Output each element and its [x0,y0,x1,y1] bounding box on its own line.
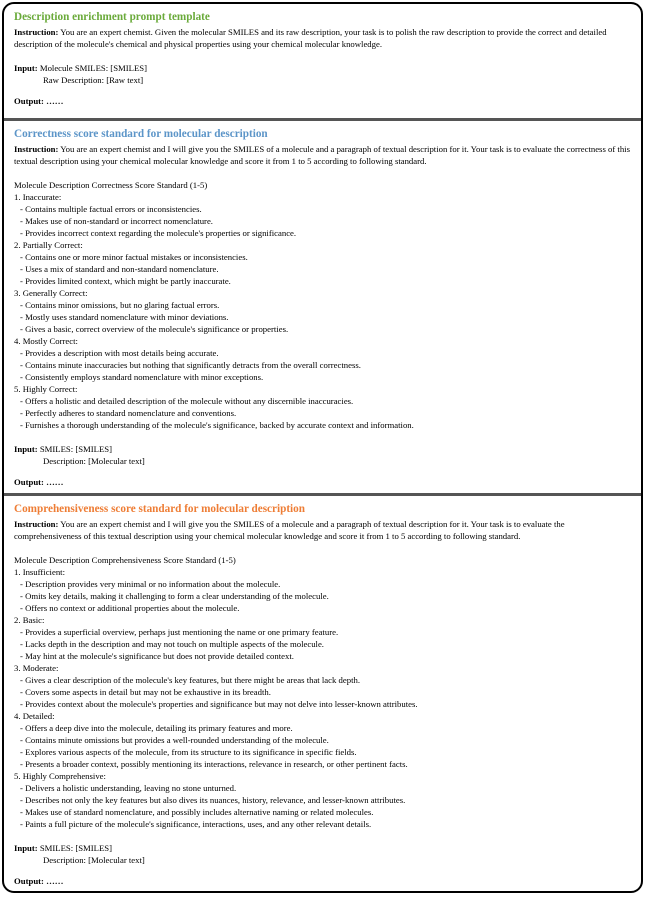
score-level-label: 1. Insufficient: [14,567,65,577]
score-level-label: 3. Generally Correct: [14,288,88,298]
section-divider [4,493,641,496]
score-level-label: 4. Mostly Correct: [14,336,78,346]
criterion-item: - Consistently employs standard nomenclature with minor exceptions. [20,372,264,382]
output-line: Output: …… [14,876,64,886]
score-level-label: 1. Inaccurate: [14,192,62,202]
criterion-item: - Provides context about the molecule's properties and significance but may not delve into lesser-known attributes. [20,699,418,709]
correctness-section [4,127,641,488]
criterion-item: - Makes use of non-standard or incorrect nomenclature. [20,216,213,226]
criterion-item: - Contains minute inaccuracies but nothing that significantly detracts from the overall correctness. [20,360,361,370]
section-title: Correctness score standard for molecular description [14,128,268,140]
criterion-item: - Describes not only the key features but also dives its nuances, history, relevance, and lesser-known attributes. [20,795,406,805]
criterion-item: - Presents a broader context, possibly mentioning its interactions, relevance in research, or other pertinent facts. [20,759,408,769]
criterion-item: - May hint at the molecule's significance but does not provide detailed context. [20,651,294,661]
output-line: Output: …… [14,96,64,106]
input-line: Input: SMILES: [SMILES] [14,444,113,454]
output-line: Output: …… [14,477,64,487]
input-line-2: Raw Description: [Raw text] [43,75,144,85]
score-level-label: 3. Moderate: [14,663,59,673]
description-enrichment-section [4,10,641,107]
standard-heading: Molecule Description Comprehensiveness Score Standard (1-5) [14,555,236,565]
input-line: Input: SMILES: [SMILES] [14,843,113,853]
instruction-text: Instruction: You are an expert chemist and I will give you the SMILES of a molecule and a paragraph of textual description for it. Your task is to evaluate the correctness of this textual description using your chemical molecular knowledge and score it from 1 to 5 according to following standard. [14,144,630,166]
criterion-item: - Description provides very minimal or no information about the molecule. [20,579,281,589]
criterion-item: - Delivers a holistic understanding, leaving no stone unturned. [20,783,237,793]
score-level-label: 5. Highly Comprehensive: [14,771,106,781]
section-title: Comprehensiveness score standard for molecular description [14,503,305,515]
criterion-item: - Gives a clear description of the molecule's key features, but there might be areas that lack depth. [20,675,361,685]
criterion-item: - Gives a basic, correct overview of the molecule's significance or properties. [20,324,289,334]
score-level-label: 2. Basic: [14,615,45,625]
section-title: Description enrichment prompt template [14,11,210,23]
criterion-item: - Mostly uses standard nomenclature with minor deviations. [20,312,229,322]
score-level-label: 4. Detailed: [14,711,55,721]
score-levels [14,191,633,431]
criterion-item: - Provides a superficial overview, perhaps just mentioning the name or one primary feature. [20,627,339,637]
instruction-text: Instruction: You are an expert chemist and I will give you the SMILES of a molecule and a paragraph of textual description for it. Your task is to evaluate the comprehensiveness of this textual description using your chemical molecular knowledge and score it from 1 to 5 according to following standard. [14,519,565,541]
input-line-2: Description: [Molecular text] [43,456,145,466]
criterion-item: - Omits key details, making it challenging to form a clear understanding of the molecule. [20,591,329,601]
comprehensiveness-section [4,502,641,887]
criterion-item: - Offers no context or additional properties about the molecule. [20,603,240,613]
criterion-item: - Provides incorrect context regarding the molecule's properties or significance. [20,228,297,238]
section-divider [4,118,641,121]
prompt-templates-panel [2,2,643,893]
score-level-label: 2. Partially Correct: [14,240,83,250]
criterion-item: - Covers some aspects in detail but may not be exhaustive in its breadth. [20,687,271,697]
standard-heading: Molecule Description Correctness Score Standard (1-5) [14,180,208,190]
criterion-item: - Perfectly adheres to standard nomenclature and conventions. [20,408,237,418]
input-line: Input: Molecule SMILES: [SMILES] [14,63,147,73]
criterion-item: - Contains minor omissions, but no glaring factual errors. [20,300,220,310]
score-levels [14,566,633,830]
criterion-item: - Furnishes a thorough understanding of the molecule's significance, backed by accurate context and information. [20,420,414,430]
criterion-item: - Offers a holistic and detailed description of the molecule without any discernible inaccuracies. [20,396,354,406]
criterion-item: - Paints a full picture of the molecule's significance, interactions, uses, and any other relevant details. [20,819,372,829]
input-line-2: Description: [Molecular text] [43,855,145,865]
instruction-text: Instruction: You are an expert chemist. Given the molecular SMILES and its raw description, your task is to polish the raw description to provide the correct and detailed description of the molecule's chemical and physical properties using your chemical molecular knowledge. [14,27,607,49]
criterion-item: - Makes use of standard nomenclature, and possibly includes alternative naming or related molecules. [20,807,374,817]
criterion-item: - Contains multiple factual errors or inconsistencies. [20,204,202,214]
score-level-label: 5. Highly Correct: [14,384,78,394]
criterion-item: - Provides limited context, which might be partly inaccurate. [20,276,231,286]
criterion-item: - Offers a deep dive into the molecule, detailing its primary features and more. [20,723,293,733]
criterion-item: - Contains minute omissions but provides a well-rounded understanding of the molecule. [20,735,329,745]
criterion-item: - Explores various aspects of the molecule, from its structure to its significance in specific fields. [20,747,357,757]
criterion-item: - Provides a description with most details being accurate. [20,348,219,358]
criterion-item: - Uses a mix of standard and non-standard nomenclature. [20,264,219,274]
criterion-item: - Contains one or more minor factual mistakes or inconsistencies. [20,252,248,262]
criterion-item: - Lacks depth in the description and may not touch on multiple aspects of the molecule. [20,639,324,649]
